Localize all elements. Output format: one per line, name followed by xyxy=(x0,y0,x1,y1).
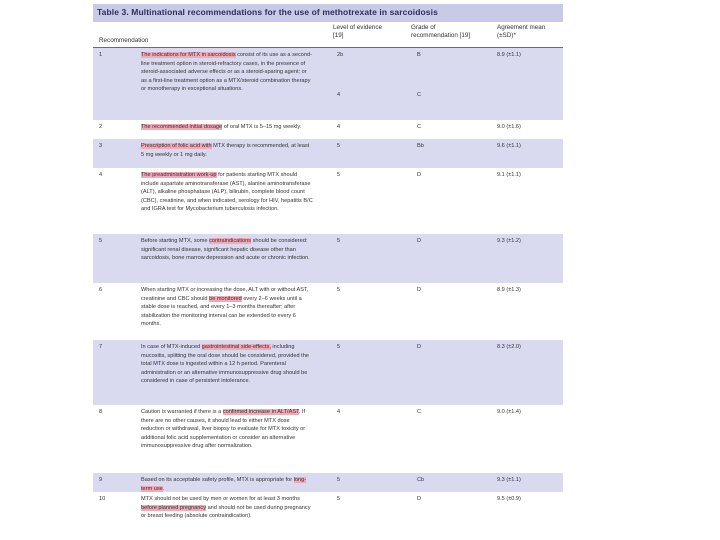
table-row xyxy=(93,473,563,492)
evidence-level: 4 xyxy=(337,409,341,415)
evidence-level: 5 xyxy=(337,496,341,502)
table-document xyxy=(93,0,563,540)
row-number: 9 xyxy=(99,477,103,483)
row-number: 7 xyxy=(99,344,103,350)
recommendation-fragment: . If there are no other causes, it should lead to either MTX dose reduction or withdrawal, liver biopsy to evaluate for MTX toxicity or additional folic acid supplementation or consider an alternative immunosuppressive drug after normalization. xyxy=(141,409,306,450)
recommendation-fragment: Caution is warranted if there is a xyxy=(141,409,223,415)
agreement-mean: 8.3 (±2.0) xyxy=(497,344,521,350)
table-row xyxy=(93,340,563,405)
header-grade: Grade of recommendation [19] xyxy=(411,24,471,39)
recommendation-text xyxy=(141,476,313,493)
highlighted-phrase: before planned pregnancy xyxy=(141,504,207,511)
row-number: 10 xyxy=(99,496,106,502)
evidence-level: 5 xyxy=(337,143,341,149)
highlighted-phrase: confirmed increase in ALT/AST xyxy=(222,409,299,415)
recommendation-text xyxy=(141,286,313,329)
evidence-level: 4 xyxy=(337,124,341,130)
recommendation-grade: D xyxy=(417,344,422,350)
table-row xyxy=(93,234,563,283)
recommendation-grade: D xyxy=(417,496,422,502)
recommendation-fragment: When starting MTX or increasing the dose, ALT with or without AST, creatinine and CBC should xyxy=(141,287,309,302)
row-number: 3 xyxy=(99,143,103,149)
table-caption: Table 3. Multinational recommendations for the use of methotrexate in sarcoidosis xyxy=(97,7,438,17)
evidence-level: 2b xyxy=(337,52,344,58)
header-recommendation: Recommendation xyxy=(99,37,149,44)
recommendation-fragment: MTX should not be used by men or women for at least 3 months xyxy=(141,496,300,502)
recommendation-fragment: Before starting MTX, some xyxy=(141,238,210,244)
table-row xyxy=(93,139,563,168)
row-number: 5 xyxy=(99,238,103,244)
recommendation-fragment: MTX therapy is recommended, at least 5 mg weekly or 1 mg daily. xyxy=(141,143,310,158)
highlighted-phrase: The preadministration work-up xyxy=(141,172,217,178)
header-agreement: Agreement mean (±SD)* xyxy=(497,24,546,39)
table-row xyxy=(93,492,563,540)
table-row xyxy=(93,120,563,139)
recommendation-text xyxy=(141,171,313,214)
recommendation-text xyxy=(141,142,313,159)
row-number: 2 xyxy=(99,124,103,130)
row-number: 6 xyxy=(99,287,103,293)
recommendation-grade: D xyxy=(417,238,422,244)
recommendation-fragment: In case of MTX-induced xyxy=(141,344,202,350)
header-level: Level of evidence [19] xyxy=(333,24,383,39)
highlighted-phrase: contraindications xyxy=(209,238,252,244)
agreement-mean: 9.0 (±1.4) xyxy=(497,409,521,415)
row-number: 4 xyxy=(99,172,103,178)
row-number: 8 xyxy=(99,409,103,415)
row-number: 1 xyxy=(99,52,103,58)
agreement-mean: 9.0 (±1.6) xyxy=(497,124,521,130)
recommendation-fragment: every 2–6 weeks until a stable dose is reached, and every 1–3 months thereafter; after stabilization the monitoring interval can be extended to every 6 months. xyxy=(141,295,302,328)
recommendation-fragment: Based on its acceptable safety profile, MTX is appropriate for xyxy=(141,477,294,483)
highlighted-phrase: The recommended initial dosage xyxy=(141,124,223,130)
highlighted-phrase: long-term use xyxy=(141,477,307,492)
recommendation-grade: Bb xyxy=(417,143,424,149)
recommendation-text xyxy=(141,51,313,94)
recommendation-text xyxy=(141,495,313,521)
recommendation-grade: C xyxy=(417,124,422,130)
evidence-level: 5 xyxy=(337,477,341,483)
recommendation-grade: D xyxy=(417,287,422,293)
recommendation-text xyxy=(141,237,313,263)
table-caption-bar xyxy=(93,4,563,22)
highlighted-phrase: Prescription of folic acid with xyxy=(141,143,212,149)
recommendation-fragment: and should not be used during pregnancy or breast feeding (absolute contraindication). xyxy=(141,504,311,520)
recommendation-text xyxy=(141,343,313,386)
recommendation-text xyxy=(141,123,313,132)
recommendation-grade: C xyxy=(417,409,422,415)
table-row xyxy=(93,48,563,120)
table-row xyxy=(93,283,563,340)
highlighted-phrase: be monitored xyxy=(209,295,242,302)
recommendation-fragment: for patients starting MTX should include aspartate aminotransferase (AST), alanine aminotransferase (ALT), alkaline phosphatase (ALP), bilirubin, complete blood count (CBC), creatinine, and when indicated, serology for HIV, hepatitis B/C and IGRA test for Mycobacterium tuberculosis infection. xyxy=(141,172,313,213)
recommendation-fragment: of oral MTX is 5–15 mg weekly. xyxy=(222,124,302,130)
recommendation-fragment: consist of its use as a second-line treatment option in steroid-refractory cases, in the presence of steroid-associated adverse effects or as a steroid-sparing agent; or as a first-line treatment option as a MTX/steroid combination therapy or monotherapy in exceptional situations. xyxy=(141,52,313,93)
agreement-mean: 9.5 (±0.9) xyxy=(497,496,521,502)
highlighted-phrase: The indications for MTX in sarcoidosis xyxy=(141,52,236,58)
recommendation-fragment: . xyxy=(162,485,165,492)
highlighted-phrase: gastrointestinal side-effects, xyxy=(201,344,271,350)
agreement-mean: 8.9 (±1.3) xyxy=(497,287,521,293)
recommendation-fragment: should be considered: significant renal disease, significant hepatic disease other than sarcoidosis, bone marrow depression and acute or chronic infection. xyxy=(141,238,310,262)
agreement-mean: 9.3 (±1.2) xyxy=(497,238,521,244)
agreement-mean: 9.6 (±1.1) xyxy=(497,143,521,149)
recommendation-text xyxy=(141,408,313,451)
agreement-mean: 9.3 (±1.1) xyxy=(497,477,521,483)
recommendation-fragment: including mucositis, splitting the oral dose should be considered, provided the total MTX dose is ingested within a 12 h period. Parenteral administration or an alternative immunosuppressive drug should be considered in case of persistent intolerance. xyxy=(141,344,309,385)
table-row xyxy=(93,168,563,234)
evidence-level: 5 xyxy=(337,287,341,293)
table-row xyxy=(93,405,563,473)
agreement-mean: 9.1 (±1.1) xyxy=(497,172,521,178)
recommendation-grade: D xyxy=(417,172,422,178)
evidence-level: 5 xyxy=(337,172,341,178)
recommendation-grade: C xyxy=(417,92,422,98)
recommendation-grade: Cb xyxy=(417,477,425,483)
evidence-level: 4 xyxy=(337,92,341,98)
evidence-level: 5 xyxy=(337,344,341,350)
agreement-mean: 8.9 (±1.1) xyxy=(497,52,521,58)
evidence-level: 5 xyxy=(337,238,341,244)
recommendation-grade: B xyxy=(417,52,421,58)
